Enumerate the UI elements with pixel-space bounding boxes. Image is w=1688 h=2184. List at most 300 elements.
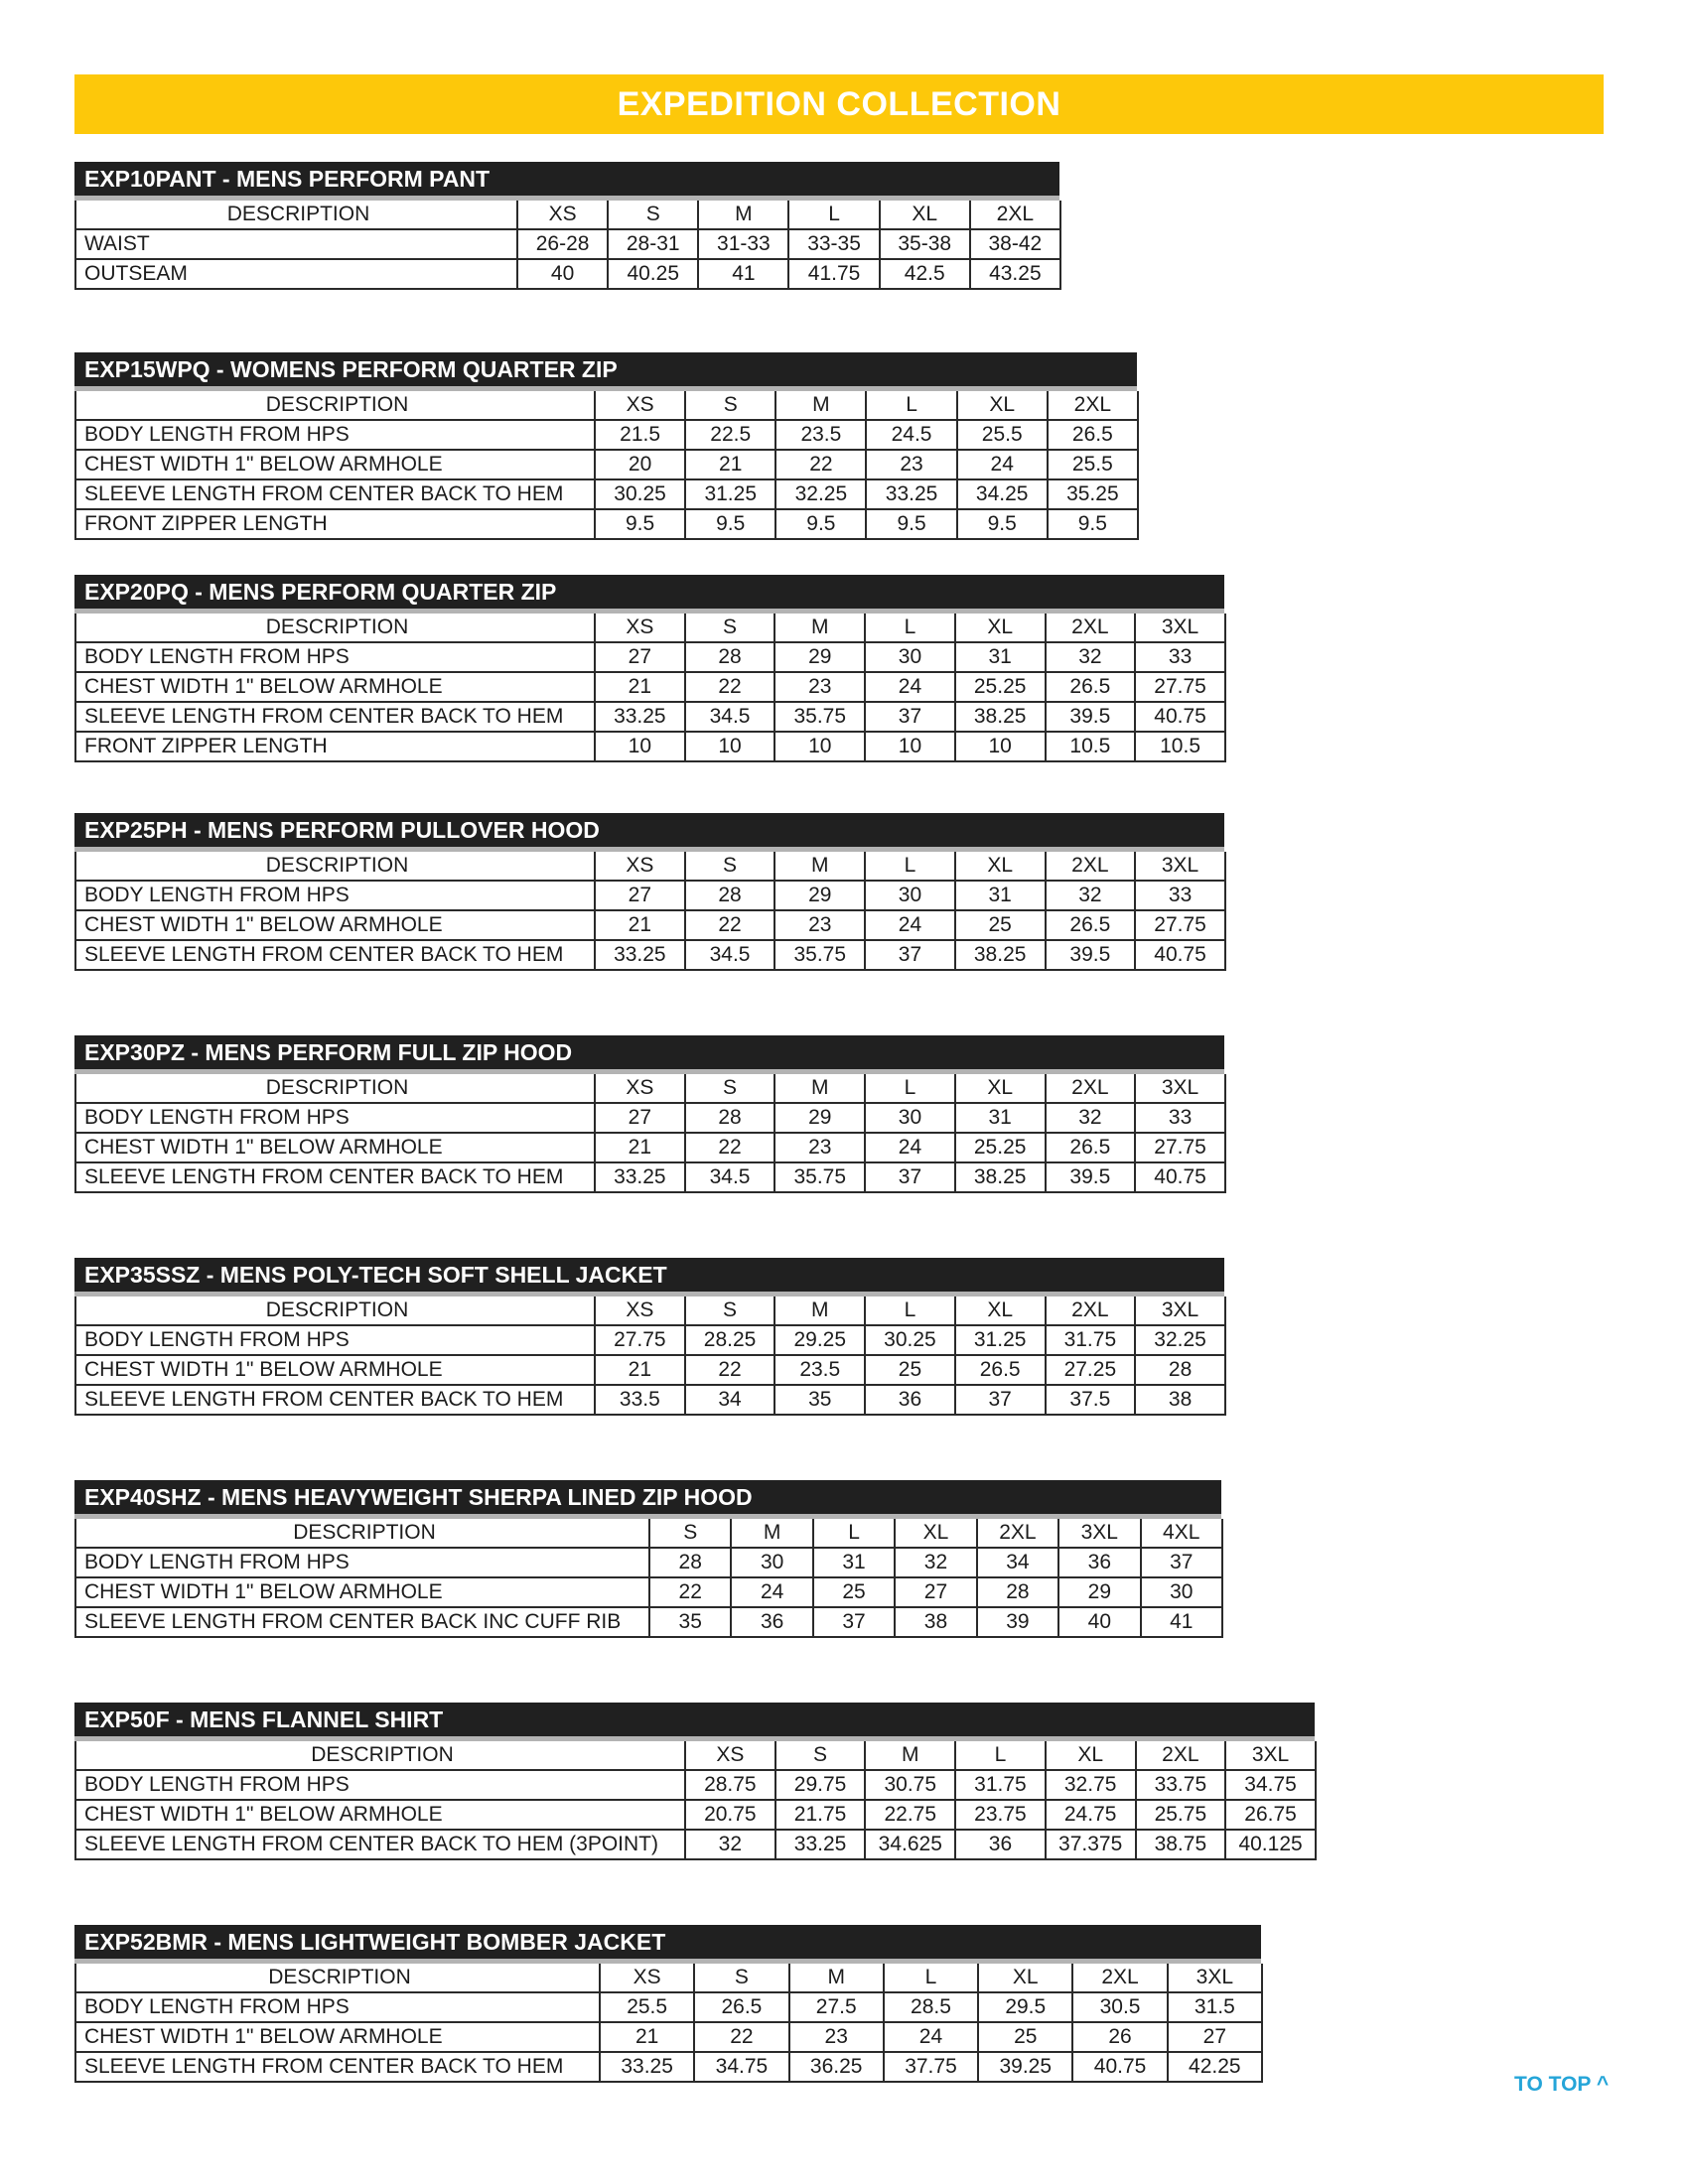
measurement-label: CHEST WIDTH 1" BELOW ARMHOLE	[75, 1133, 595, 1162]
size-header: L	[865, 852, 955, 881]
measurement-value: 37	[865, 702, 955, 732]
size-header: 2XL	[1046, 1074, 1136, 1103]
measurement-value: 31.75	[1046, 1325, 1136, 1355]
measurement-value: 38.25	[955, 1162, 1046, 1192]
table-row	[75, 2022, 1262, 2052]
size-chart	[74, 1480, 1221, 1638]
measurement-value: 26.5	[1046, 672, 1136, 702]
measurement-value: 35	[649, 1607, 731, 1637]
size-header: XS	[595, 852, 685, 881]
measurement-label: BODY LENGTH FROM HPS	[75, 1770, 685, 1800]
measurement-value: 33-35	[788, 229, 879, 259]
description-header: DESCRIPTION	[75, 391, 595, 420]
measurement-value: 25.25	[955, 672, 1046, 702]
measurement-value: 27	[895, 1577, 976, 1607]
size-header: 2XL	[1048, 391, 1138, 420]
measurement-value: 26.75	[1225, 1800, 1316, 1830]
measurement-value: 30	[865, 881, 955, 910]
description-header: DESCRIPTION	[75, 201, 517, 229]
measurement-label: SLEEVE LENGTH FROM CENTER BACK TO HEM	[75, 1385, 595, 1415]
measurement-value: 10.5	[1135, 732, 1225, 761]
measurement-value: 31.25	[955, 1325, 1046, 1355]
measurement-value: 25.5	[600, 1992, 694, 2022]
measurement-value: 29	[1058, 1577, 1140, 1607]
measurement-value: 30	[1141, 1577, 1222, 1607]
collection-title: EXPEDITION COLLECTION	[617, 84, 1061, 123]
measurement-value: 38-42	[970, 229, 1060, 259]
description-header: DESCRIPTION	[75, 1964, 600, 1992]
size-header: 4XL	[1141, 1519, 1222, 1548]
measurement-value: 40.75	[1135, 1162, 1225, 1192]
size-table	[74, 391, 1139, 540]
measurement-value: 21	[595, 1133, 685, 1162]
size-header: S	[649, 1519, 731, 1548]
size-header: 2XL	[970, 201, 1060, 229]
measurement-value: 23.75	[955, 1800, 1046, 1830]
measurement-value: 37	[955, 1385, 1046, 1415]
size-header: M	[865, 1741, 955, 1770]
table-row	[75, 1162, 1225, 1192]
size-header: M	[774, 852, 865, 881]
measurement-value: 32	[1046, 1103, 1136, 1133]
measurement-label: WAIST	[75, 229, 517, 259]
measurement-value: 30	[731, 1548, 812, 1577]
measurement-value: 28	[685, 1103, 775, 1133]
size-header: XL	[880, 201, 970, 229]
measurement-label: CHEST WIDTH 1" BELOW ARMHOLE	[75, 1800, 685, 1830]
measurement-value: 31-33	[698, 229, 788, 259]
table-row	[75, 1355, 1225, 1385]
measurement-value: 33.25	[866, 479, 956, 509]
size-header: 2XL	[1072, 1964, 1167, 1992]
measurement-value: 37	[813, 1607, 895, 1637]
measurement-value: 10	[774, 732, 865, 761]
measurement-value: 27.75	[1135, 1133, 1225, 1162]
measurement-value: 43.25	[970, 259, 1060, 289]
table-row	[75, 1770, 1316, 1800]
measurement-value: 26	[1072, 2022, 1167, 2052]
table-header-row	[75, 1964, 1262, 1992]
measurement-value: 36	[955, 1830, 1046, 1859]
measurement-value: 37	[865, 940, 955, 970]
size-header: 3XL	[1135, 614, 1225, 642]
size-chart-title: EXP30PZ - MENS PERFORM FULL ZIP HOOD	[74, 1035, 1224, 1074]
measurement-value: 40.25	[608, 259, 698, 289]
measurement-value: 20.75	[685, 1800, 775, 1830]
size-chart	[74, 1703, 1315, 1860]
description-header: DESCRIPTION	[75, 1297, 595, 1325]
measurement-value: 35-38	[880, 229, 970, 259]
measurement-value: 40.75	[1135, 940, 1225, 970]
table-row	[75, 229, 1060, 259]
table-row	[75, 940, 1225, 970]
measurement-value: 24.5	[866, 420, 956, 450]
measurement-value: 29	[774, 642, 865, 672]
measurement-value: 25.75	[1136, 1800, 1226, 1830]
measurement-label: CHEST WIDTH 1" BELOW ARMHOLE	[75, 1577, 649, 1607]
measurement-value: 36	[865, 1385, 955, 1415]
measurement-value: 31	[955, 881, 1046, 910]
measurement-value: 23	[789, 2022, 884, 2052]
measurement-value: 34.625	[865, 1830, 955, 1859]
measurement-value: 27.25	[1046, 1355, 1136, 1385]
measurement-value: 34	[685, 1385, 775, 1415]
measurement-value: 41	[698, 259, 788, 289]
measurement-value: 38.25	[955, 940, 1046, 970]
measurement-value: 10.5	[1046, 732, 1136, 761]
measurement-label: OUTSEAM	[75, 259, 517, 289]
measurement-label: SLEEVE LENGTH FROM CENTER BACK TO HEM	[75, 940, 595, 970]
measurement-value: 35.25	[1048, 479, 1138, 509]
table-row	[75, 1992, 1262, 2022]
table-header-row	[75, 391, 1138, 420]
measurement-value: 38.25	[955, 702, 1046, 732]
measurement-value: 28	[1135, 1355, 1225, 1385]
table-header-row	[75, 1519, 1222, 1548]
size-chart-title: EXP40SHZ - MENS HEAVYWEIGHT SHERPA LINED ZIP HOOD	[74, 1480, 1221, 1519]
description-header: DESCRIPTION	[75, 1741, 685, 1770]
table-header-row	[75, 1074, 1225, 1103]
measurement-label: BODY LENGTH FROM HPS	[75, 881, 595, 910]
size-header: S	[685, 1297, 775, 1325]
measurement-value: 36	[1058, 1548, 1140, 1577]
table-row	[75, 732, 1225, 761]
measurement-value: 34	[977, 1548, 1058, 1577]
measurement-value: 27	[595, 642, 685, 672]
size-header: M	[774, 1074, 865, 1103]
size-header: S	[694, 1964, 788, 1992]
measurement-label: CHEST WIDTH 1" BELOW ARMHOLE	[75, 910, 595, 940]
measurement-value: 22	[685, 672, 775, 702]
size-header: XS	[595, 1074, 685, 1103]
size-header: 3XL	[1225, 1741, 1316, 1770]
measurement-value: 32	[685, 1830, 775, 1859]
size-chart-title: EXP25PH - MENS PERFORM PULLOVER HOOD	[74, 813, 1224, 852]
table-row	[75, 420, 1138, 450]
measurement-value: 38	[1135, 1385, 1225, 1415]
measurement-value: 25.5	[1048, 450, 1138, 479]
measurement-value: 21.75	[775, 1800, 866, 1830]
size-header: M	[774, 1297, 865, 1325]
measurement-value: 23	[774, 672, 865, 702]
size-header: S	[685, 852, 775, 881]
size-header: L	[788, 201, 879, 229]
measurement-value: 23	[774, 910, 865, 940]
size-header: M	[698, 201, 788, 229]
measurement-value: 22	[685, 1355, 775, 1385]
measurement-value: 29.25	[774, 1325, 865, 1355]
measurement-value: 24	[731, 1577, 812, 1607]
size-header: L	[813, 1519, 895, 1548]
measurement-value: 30	[865, 642, 955, 672]
measurement-value: 26-28	[517, 229, 608, 259]
measurement-label: CHEST WIDTH 1" BELOW ARMHOLE	[75, 450, 595, 479]
measurement-value: 37	[865, 1162, 955, 1192]
measurement-value: 34.5	[685, 702, 775, 732]
measurement-value: 28-31	[608, 229, 698, 259]
table-row	[75, 881, 1225, 910]
size-header: XS	[595, 614, 685, 642]
size-header: S	[608, 201, 698, 229]
measurement-value: 22.5	[685, 420, 775, 450]
measurement-value: 34.5	[685, 940, 775, 970]
size-chart	[74, 1035, 1224, 1193]
measurement-value: 28	[649, 1548, 731, 1577]
measurement-value: 31	[955, 642, 1046, 672]
measurement-value: 21	[600, 2022, 694, 2052]
measurement-value: 24	[865, 1133, 955, 1162]
measurement-value: 33.25	[595, 702, 685, 732]
measurement-value: 30.25	[865, 1325, 955, 1355]
measurement-value: 37.75	[884, 2052, 978, 2082]
size-header: 2XL	[1046, 614, 1136, 642]
measurement-value: 10	[685, 732, 775, 761]
measurement-value: 10	[595, 732, 685, 761]
measurement-value: 28.25	[685, 1325, 775, 1355]
measurement-value: 30.25	[595, 479, 685, 509]
measurement-value: 27.75	[1135, 910, 1225, 940]
measurement-value: 40.75	[1072, 2052, 1167, 2082]
measurement-value: 25	[955, 910, 1046, 940]
table-row	[75, 2052, 1262, 2082]
size-chart-title: EXP10PANT - MENS PERFORM PANT	[74, 162, 1059, 201]
measurement-value: 40	[1058, 1607, 1140, 1637]
measurement-value: 30.5	[1072, 1992, 1167, 2022]
measurement-value: 28	[685, 642, 775, 672]
measurement-value: 33	[1135, 1103, 1225, 1133]
measurement-value: 27	[1168, 2022, 1262, 2052]
measurement-value: 22	[685, 1133, 775, 1162]
measurement-value: 9.5	[866, 509, 956, 539]
table-row	[75, 702, 1225, 732]
measurement-label: BODY LENGTH FROM HPS	[75, 1325, 595, 1355]
table-row	[75, 259, 1060, 289]
collection-banner	[74, 74, 1604, 134]
size-header: XL	[955, 1074, 1046, 1103]
size-header: 2XL	[1046, 1297, 1136, 1325]
measurement-value: 22	[649, 1577, 731, 1607]
measurement-value: 24	[957, 450, 1048, 479]
measurement-value: 21.5	[595, 420, 685, 450]
to-top-link[interactable]: TO TOP ^	[1514, 2073, 1610, 2096]
size-header: S	[775, 1741, 866, 1770]
measurement-label: CHEST WIDTH 1" BELOW ARMHOLE	[75, 1355, 595, 1385]
measurement-value: 33.25	[595, 1162, 685, 1192]
measurement-value: 22.75	[865, 1800, 955, 1830]
table-row	[75, 479, 1138, 509]
size-header: 2XL	[1046, 852, 1136, 881]
measurement-value: 20	[595, 450, 685, 479]
size-chart-title: EXP20PQ - MENS PERFORM QUARTER ZIP	[74, 575, 1224, 614]
size-header: 3XL	[1135, 852, 1225, 881]
measurement-value: 35	[774, 1385, 865, 1415]
size-header: M	[731, 1519, 812, 1548]
size-header: XS	[595, 391, 685, 420]
size-header: XL	[957, 391, 1048, 420]
size-chart	[74, 162, 1059, 290]
measurement-value: 26.5	[1046, 910, 1136, 940]
measurement-label: CHEST WIDTH 1" BELOW ARMHOLE	[75, 672, 595, 702]
measurement-value: 35.75	[774, 940, 865, 970]
table-row	[75, 910, 1225, 940]
measurement-value: 34.25	[957, 479, 1048, 509]
size-header: XL	[955, 1297, 1046, 1325]
size-header: 3XL	[1135, 1074, 1225, 1103]
size-header: M	[774, 614, 865, 642]
size-header: XL	[1046, 1741, 1136, 1770]
measurement-value: 42.5	[880, 259, 970, 289]
measurement-value: 28.5	[884, 1992, 978, 2022]
size-chart	[74, 813, 1224, 971]
table-header-row	[75, 852, 1225, 881]
size-chart	[74, 352, 1137, 540]
size-header: XL	[955, 614, 1046, 642]
measurement-value: 36	[731, 1607, 812, 1637]
measurement-value: 28.75	[685, 1770, 775, 1800]
table-row	[75, 1133, 1225, 1162]
measurement-value: 27.75	[595, 1325, 685, 1355]
measurement-label: SLEEVE LENGTH FROM CENTER BACK TO HEM	[75, 702, 595, 732]
measurement-value: 32	[1046, 642, 1136, 672]
size-chart-title: EXP50F - MENS FLANNEL SHIRT	[74, 1703, 1315, 1741]
measurement-value: 25	[865, 1355, 955, 1385]
measurement-label: BODY LENGTH FROM HPS	[75, 1103, 595, 1133]
measurement-value: 41	[1141, 1607, 1222, 1637]
measurement-value: 27.75	[1135, 672, 1225, 702]
measurement-value: 23.5	[774, 1355, 865, 1385]
measurement-label: SLEEVE LENGTH FROM CENTER BACK TO HEM	[75, 2052, 600, 2082]
measurement-value: 28	[685, 881, 775, 910]
measurement-value: 34.5	[685, 1162, 775, 1192]
measurement-value: 25.5	[957, 420, 1048, 450]
measurement-value: 39.5	[1046, 702, 1136, 732]
size-table	[74, 1074, 1226, 1193]
measurement-value: 24.75	[1046, 1800, 1136, 1830]
size-table	[74, 1519, 1223, 1638]
description-header: DESCRIPTION	[75, 1519, 649, 1548]
table-row	[75, 1577, 1222, 1607]
measurement-value: 38	[895, 1607, 976, 1637]
size-header: XS	[600, 1964, 694, 1992]
measurement-value: 34.75	[1225, 1770, 1316, 1800]
measurement-value: 31.25	[685, 479, 775, 509]
size-header: L	[884, 1964, 978, 1992]
measurement-value: 32.25	[1135, 1325, 1225, 1355]
size-header: L	[955, 1741, 1046, 1770]
measurement-value: 22	[775, 450, 866, 479]
measurement-label: SLEEVE LENGTH FROM CENTER BACK TO HEM (3POINT)	[75, 1830, 685, 1859]
measurement-value: 33	[1135, 642, 1225, 672]
size-header: L	[865, 614, 955, 642]
size-header: L	[865, 1074, 955, 1103]
measurement-value: 23	[774, 1133, 865, 1162]
measurement-value: 39.5	[1046, 940, 1136, 970]
measurement-value: 38.75	[1136, 1830, 1226, 1859]
measurement-value: 31	[813, 1548, 895, 1577]
measurement-value: 32	[1046, 881, 1136, 910]
table-row	[75, 672, 1225, 702]
measurement-value: 29.5	[978, 1992, 1072, 2022]
size-chart	[74, 575, 1224, 762]
measurement-label: FRONT ZIPPER LENGTH	[75, 732, 595, 761]
measurement-value: 23	[866, 450, 956, 479]
measurement-value: 27.5	[789, 1992, 884, 2022]
measurement-value: 37.5	[1046, 1385, 1136, 1415]
table-row	[75, 1830, 1316, 1859]
size-table	[74, 852, 1226, 971]
size-table	[74, 1964, 1263, 2083]
measurement-value: 10	[955, 732, 1046, 761]
measurement-value: 31.5	[1168, 1992, 1262, 2022]
measurement-value: 26.5	[694, 1992, 788, 2022]
table-header-row	[75, 1297, 1225, 1325]
size-header: 3XL	[1168, 1964, 1262, 1992]
measurement-label: BODY LENGTH FROM HPS	[75, 420, 595, 450]
measurement-value: 32.25	[775, 479, 866, 509]
size-table	[74, 201, 1061, 290]
measurement-value: 26.5	[1046, 1133, 1136, 1162]
measurement-value: 21	[595, 910, 685, 940]
size-header: L	[866, 391, 956, 420]
size-header: XS	[685, 1741, 775, 1770]
description-header: DESCRIPTION	[75, 614, 595, 642]
table-row	[75, 1385, 1225, 1415]
table-header-row	[75, 1741, 1316, 1770]
measurement-value: 21	[685, 450, 775, 479]
size-header: 2XL	[1136, 1741, 1226, 1770]
measurement-value: 22	[685, 910, 775, 940]
size-chart	[74, 1925, 1261, 2083]
measurement-value: 37	[1141, 1548, 1222, 1577]
table-row	[75, 642, 1225, 672]
measurement-value: 39.25	[978, 2052, 1072, 2082]
size-table	[74, 614, 1226, 762]
measurement-value: 21	[595, 1355, 685, 1385]
measurement-value: 29.75	[775, 1770, 866, 1800]
measurement-label: BODY LENGTH FROM HPS	[75, 1992, 600, 2022]
size-table	[74, 1741, 1317, 1860]
description-header: DESCRIPTION	[75, 1074, 595, 1103]
measurement-value: 31.75	[955, 1770, 1046, 1800]
measurement-value: 29	[774, 881, 865, 910]
size-header: XL	[955, 852, 1046, 881]
measurement-value: 40	[517, 259, 608, 289]
measurement-value: 29	[774, 1103, 865, 1133]
measurement-value: 37.375	[1046, 1830, 1136, 1859]
measurement-value: 33.75	[1136, 1770, 1226, 1800]
measurement-value: 25	[978, 2022, 1072, 2052]
measurement-value: 40.75	[1135, 702, 1225, 732]
measurement-value: 27	[595, 1103, 685, 1133]
measurement-value: 9.5	[685, 509, 775, 539]
measurement-value: 10	[865, 732, 955, 761]
measurement-value: 33	[1135, 881, 1225, 910]
measurement-value: 21	[595, 672, 685, 702]
measurement-value: 26.5	[955, 1355, 1046, 1385]
measurement-label: BODY LENGTH FROM HPS	[75, 642, 595, 672]
table-row	[75, 1325, 1225, 1355]
measurement-value: 32	[895, 1548, 976, 1577]
size-chart-title: EXP15WPQ - WOMENS PERFORM QUARTER ZIP	[74, 352, 1137, 391]
measurement-value: 32.75	[1046, 1770, 1136, 1800]
size-header: S	[685, 614, 775, 642]
measurement-value: 9.5	[957, 509, 1048, 539]
measurement-value: 9.5	[595, 509, 685, 539]
measurement-value: 40.125	[1225, 1830, 1316, 1859]
measurement-value: 39	[977, 1607, 1058, 1637]
table-header-row	[75, 201, 1060, 229]
measurement-value: 33.25	[595, 940, 685, 970]
